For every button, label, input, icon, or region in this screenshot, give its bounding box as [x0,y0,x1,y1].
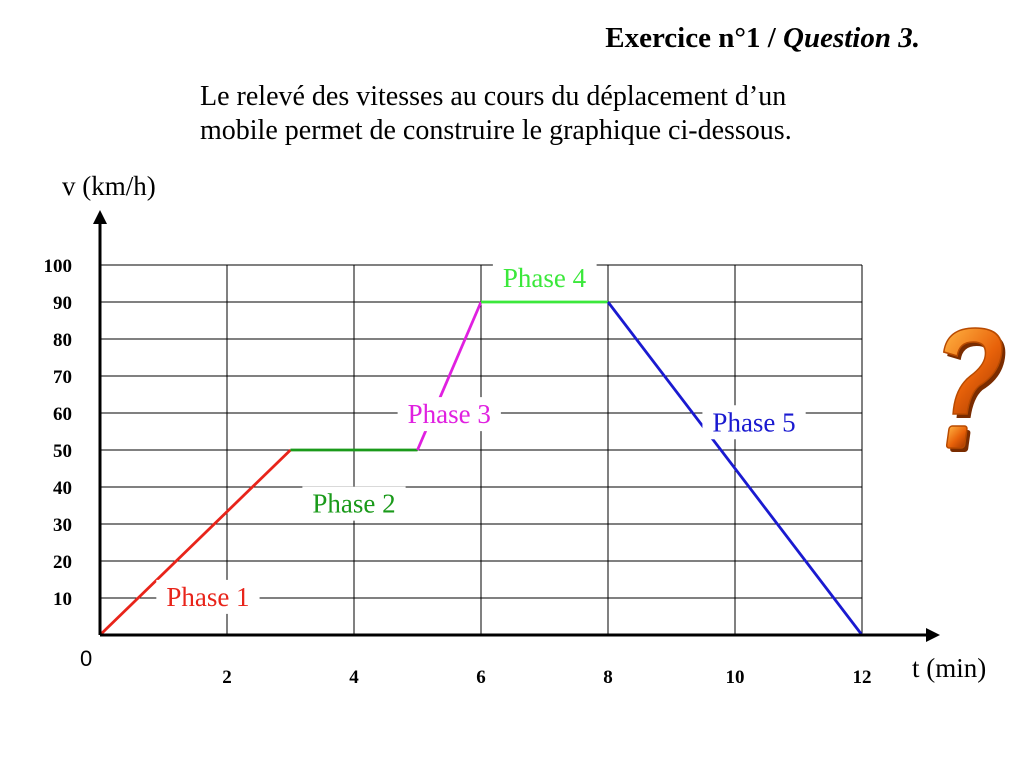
phase-label-3 [398,397,501,431]
phase-label-text: Phase 4 [502,262,587,293]
y-tick-label: 20 [53,552,72,573]
description-line-1: Le relevé des vitesses au cours du déplacement d’un [200,81,787,112]
x-axis-label: t (min) [912,653,987,683]
y-tick-label: 50 [53,441,72,462]
origin-label: 0 [80,646,93,671]
y-tick-label: 70 [53,367,72,388]
y-tick-label: 30 [53,515,72,536]
title-question: Question 3. [783,22,920,54]
y-tick-label: 60 [53,404,72,425]
x-tick-label: 12 [852,667,872,688]
y-tick-label: 100 [43,256,72,277]
phase-label-2 [302,487,405,521]
x-tick-label: 8 [603,667,613,688]
y-tick-label: 40 [53,478,72,499]
x-tick-label: 2 [222,667,232,688]
x-tick-label: 10 [725,667,745,688]
y-tick-label: 80 [53,330,72,351]
y-axis-label: v (km/h) [62,171,156,201]
description-line-2: mobile permet de construire le graphique ci-dessous. [200,115,792,146]
x-tick-label: 6 [476,667,486,688]
phase-label-4 [493,261,597,295]
y-tick-label: 90 [53,293,72,314]
x-tick-label: 4 [349,667,359,688]
y-axis-arrow [93,210,107,224]
title-exercise: Exercice n°1 / [605,22,784,54]
phase-label-text: Phase 1 [166,581,250,612]
x-axis-arrow [926,628,940,642]
phase-label-1 [156,580,259,614]
question-mark-icon [930,328,1009,452]
phase-label-5 [702,405,805,439]
phase-label-text: Phase 2 [312,488,396,519]
chart-ticks [44,256,872,688]
phase-label-text: Phase 3 [407,399,491,430]
y-tick-label: 10 [53,589,72,610]
chart-grid [100,262,862,635]
phase-label-text: Phase 5 [712,407,796,438]
